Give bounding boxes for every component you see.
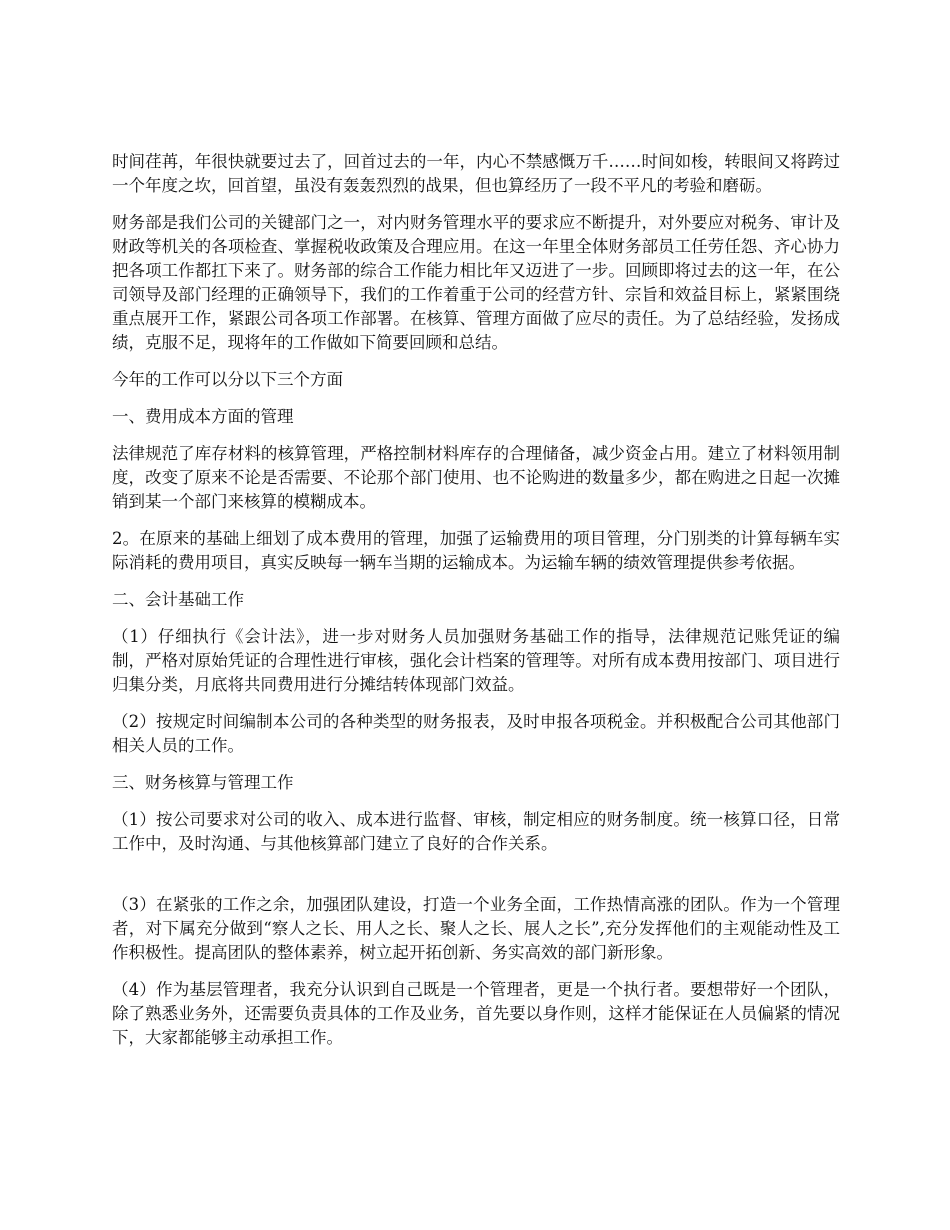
heading-three-aspects: 今年的工作可以分以下三个方面 bbox=[112, 370, 343, 389]
paragraph-supervision: （1）按公司要求对公司的收入、成本进行监督、审核，制定相应的财务制度。统一核算口径，日常工作中，及时沟通、与其他核算部门建立了良好的合作关系。 bbox=[112, 810, 840, 853]
document-body bbox=[112, 150, 840, 1063]
paragraph-manager-role: （4）作为基层管理者，我充分认识到自己既是一个管理者，更是一个执行者。要想带好一个团队，除了熟悉业务外，还需要负责具体的工作及业务，首先要以身作则，这样才能保证在人员偏紧的情况下，大家都能够主动承担工作。 bbox=[112, 980, 840, 1047]
paragraph-intro: 时间荏苒，年很快就要过去了，回首过去的一年，内心不禁感慨万千……时间如梭，转眼间又将跨过一个年度之坎，回首望，虽没有轰轰烈烈的战果，但也算经历了一段不平凡的考验和磨砺。 bbox=[112, 152, 840, 195]
paragraph-transport-cost: 2。在原来的基础上细划了成本费用的管理，加强了运输费用的项目管理，分门别类的计算每辆车实际消耗的费用项目，真实反映每一辆车当期的运输成本。为运输车辆的绩效管理提供参考依据。 bbox=[112, 529, 840, 572]
blank-line bbox=[112, 869, 840, 893]
heading-section-1: 一、费用成本方面的管理 bbox=[112, 407, 294, 426]
paragraph-accounting-law: （1）仔细执行《会计法》，进一步对财务人员加强财务基础工作的指导，法律规范记账凭证的编制，严格对原始凭证的合理性进行审核，强化会计档案的管理等。对所有成本费用按部门、项目进行归集分类，月底将共同费用进行分摊结转体现部门效益。 bbox=[112, 627, 840, 694]
paragraph-inventory: 法律规范了库存材料的核算管理，严格控制材料库存的合理储备，减少资金占用。建立了材料领用制度，改变了原来不论是否需要、不论那个部门使用、也不论购进的数量多少，都在购进之日起一次摊销到某一个部门来核算的模糊成本。 bbox=[112, 444, 840, 511]
paragraph-finance-overview: 财务部是我们公司的关键部门之一，对内财务管理水平的要求应不断提升，对外要应对税务、审计及财政等机关的各项检查、掌握税收政策及合理应用。在这一年里全体财务部员工任劳任怨、齐心协力把各项工作都扛下来了。财务部的综合工作能力相比年又迈进了一步。回顾即将过去的这一年，在公司领导及部门经理的正确领导下，我们的工作着重于公司的经营方针、宗旨和效益目标上，紧紧围绕重点展开工作，紧跟公司各项工作部署。在核算、管理方面做了应尽的责任。为了总结经验，发扬成绩，克服不足，现将年的工作做如下简要回顾和总结。 bbox=[112, 213, 840, 352]
heading-section-2: 二、会计基础工作 bbox=[112, 590, 244, 609]
paragraph-team-building: （3）在紧张的工作之余，加强团队建设，打造一个业务全面，工作热情高涨的团队。作为一个管理者，对下属充分做到“察人之长、用人之长、聚人之长、展人之长”,充分发挥他们的主观能动性及工作积极性。提高团队的整体素养，树立起开拓创新、务实高效的部门新形象。 bbox=[112, 895, 840, 962]
heading-section-3: 三、财务核算与管理工作 bbox=[112, 773, 294, 792]
paragraph-reports: （2）按规定时间编制本公司的各种类型的财务报表，及时申报各项税金。并积极配合公司其他部门相关人员的工作。 bbox=[112, 712, 840, 755]
